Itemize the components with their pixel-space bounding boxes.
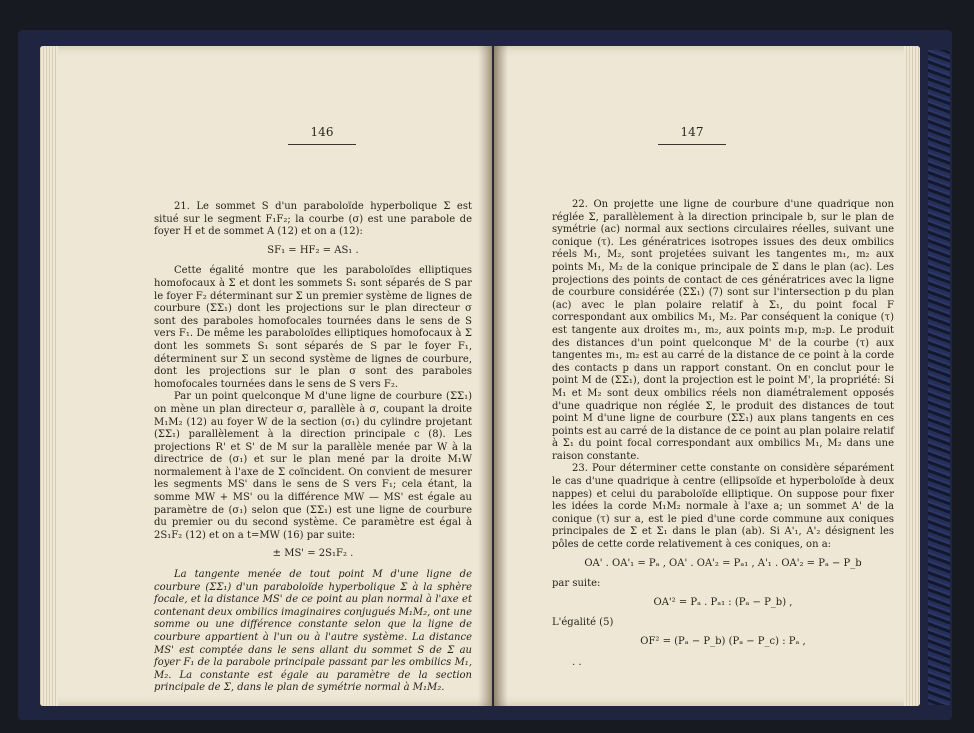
equation-oa-products: OA' . OA'₁ = Pₐ , OA' . OA'₂ = Pₐ₁ , A'₁ . OA'₂ = Pₐ − P_b (584, 557, 862, 569)
right-page-text (552, 199, 894, 672)
book-gutter (478, 46, 508, 706)
left-page (40, 46, 492, 706)
text-par-suite: par suite: (552, 578, 601, 590)
paragraph-22: 22. On projette une ligne de courbure d'une quadrique non réglée Σ, parallèlement à la direction principale b, sur le plan de symétrie (ac) normal aux sections circulaires réelles, suivant une conique (τ). Les génératrices isotropes issues des deux ombilics réels M₁, M₂, sont projetées suivant les tangentes m₁, m₂ aux points M₁, M₂ de la conique principale de Σ dans le plan (ac). Les projections des points de contact de ces génératrices avec la ligne de courbure considérée (ΣΣ₁) (7) sont sur l'intersection p du plan (ac) avec le plan polaire relatif à Σ₁, du point focal F correspondant aux ombilics M₁, M₂. Par conséquent la conique (τ) est tangente aux droites m₁, m₂, aux points m₁p, m₂p. Le produit des distances d'un point quelconque M' de la courbe (τ) aux tangentes m₁, m₂ est au carré de la distance de ce point à la corde des contacts p dans un rapport constant. On en conclut pour le point M de (ΣΣ₁), dont la projection est le point M', la propriété: Si M₁ et M₂ sont deux ombilics réels non diamétralement opposés d'une quadrique non réglée Σ, le produit des distances de tout point M d'une ligne de courbure (ΣΣ₁) aux plans tangents en ces points est au carré de la distance de ce point au plan polaire relatif à Σ₁ du point focal correspondant aux ombilics M₁, M₂ dans une raison constante. (552, 199, 894, 462)
trailing-mark: . . (572, 656, 582, 668)
paragraph-21: 21. Le sommet S d'un paraboloïde hyperbolique Σ est situé sur le segment F₁F₂; la courbe (σ) est une parabole de foyer H et de sommet A (12) et on a (12): (154, 201, 472, 238)
left-page-text (154, 201, 472, 695)
paragraph-homofocal: Cette égalité montre que les paraboloïdes elliptiques homofocaux à Σ et dont les sommets S₁ sont séparés de S par le foyer F₂ déterminant sur Σ un premier système de lignes de courbure (ΣΣ₁) dont les projections sur le plan directeur σ sont des paraboles homofocales tournées dans le sens de S vers F₁. De même les paraboloïdes elliptiques homofocaux à Σ dont les sommets S₁ sont séparés de S par le foyer F₁, déterminent sur Σ un second système de lignes de courbure, dont les projections sur le plan σ sont des paraboles homofocales tournées dans le sens de S vers F₂. (154, 265, 472, 390)
page-number-right: 147 (672, 125, 712, 139)
equation-of-squared: OF² = (Pₐ − P_b) (Pₐ − P_c) : Pₐ , (640, 636, 806, 647)
paragraph-theorem: La tangente menée de tout point M d'une ligne de courbure (ΣΣ₁) d'un paraboloïde hyperbolique Σ à la sphère focale, et la distance MS' de ce point au plan normal à l'axe et contenant deux ombilics imaginaires conjugués M₁M₂, ont une somme ou une différence constante selon que la ligne de courbure appartient à l'un ou à l'autre système. La distance MS' est comptée dans le sens allant du sommet S de Σ au foyer F₁ de la parabole principale passant par les ombilics M₁, M₂. La constante est égale au paramètre de la section principale de Σ, dans le plan de symétrie normal à M₁M₂. (154, 569, 472, 694)
paragraph-point-m: Par un point quelconque M d'une ligne de courbure (ΣΣ₁) on mène un plan directeur σ, parallèle à σ, coupant la droite M₁M₂ (12) au foyer W de la section (σ₁) du cylindre projetant (ΣΣ₁) parallèlement à la direction principale c (8). Les projections R' et S' de M sur la parallèle menée par W à la directrice de (σ₁) et sur le plan mené par la droite M₁W normalement à l'axe de Σ coïncident. On convient de mesurer les segments MS' dans le sens de S vers F₁; cela étant, la somme MW + MS' ou la différence MW — MS' est égale au paramètre de (σ₁) selon que (ΣΣ₁) est une ligne de courbure du premier ou du second système. Ce paramètre est égal à 2S₁F₂ (12) et on a t=MW (16) par suite: (154, 391, 472, 541)
right-page (494, 46, 920, 706)
equation-oa-squared: OA'² = Pₐ . Pₐ₁ : (Pₐ − P_b) , (653, 596, 793, 608)
paragraph-23: 23. Pour déterminer cette constante on considère séparément le cas d'une quadrique à centre (ellipsoïde et hyperboloïde à deux nappes) et celui du paraboloïde elliptique. On suppose pour fixer les idées la corde M₁M₂ normale à l'axe a; un sommet A' de la conique (τ) sur a, est le pied d'une corde commune aux coniques principales de Σ et Σ₁ dans le plan (ab). Si A'₁, A'₂ désignent les pôles de cette corde relativement à ces coniques, on a: (552, 463, 894, 551)
page-number-left: 146 (302, 125, 342, 139)
equation-sf1: SF₁ = HF₂ = AS₁ . (267, 244, 359, 256)
text-egalite: L'égalité (5) (552, 617, 614, 629)
equation-ms: ± MS' = 2S₁F₂ . (272, 548, 354, 560)
